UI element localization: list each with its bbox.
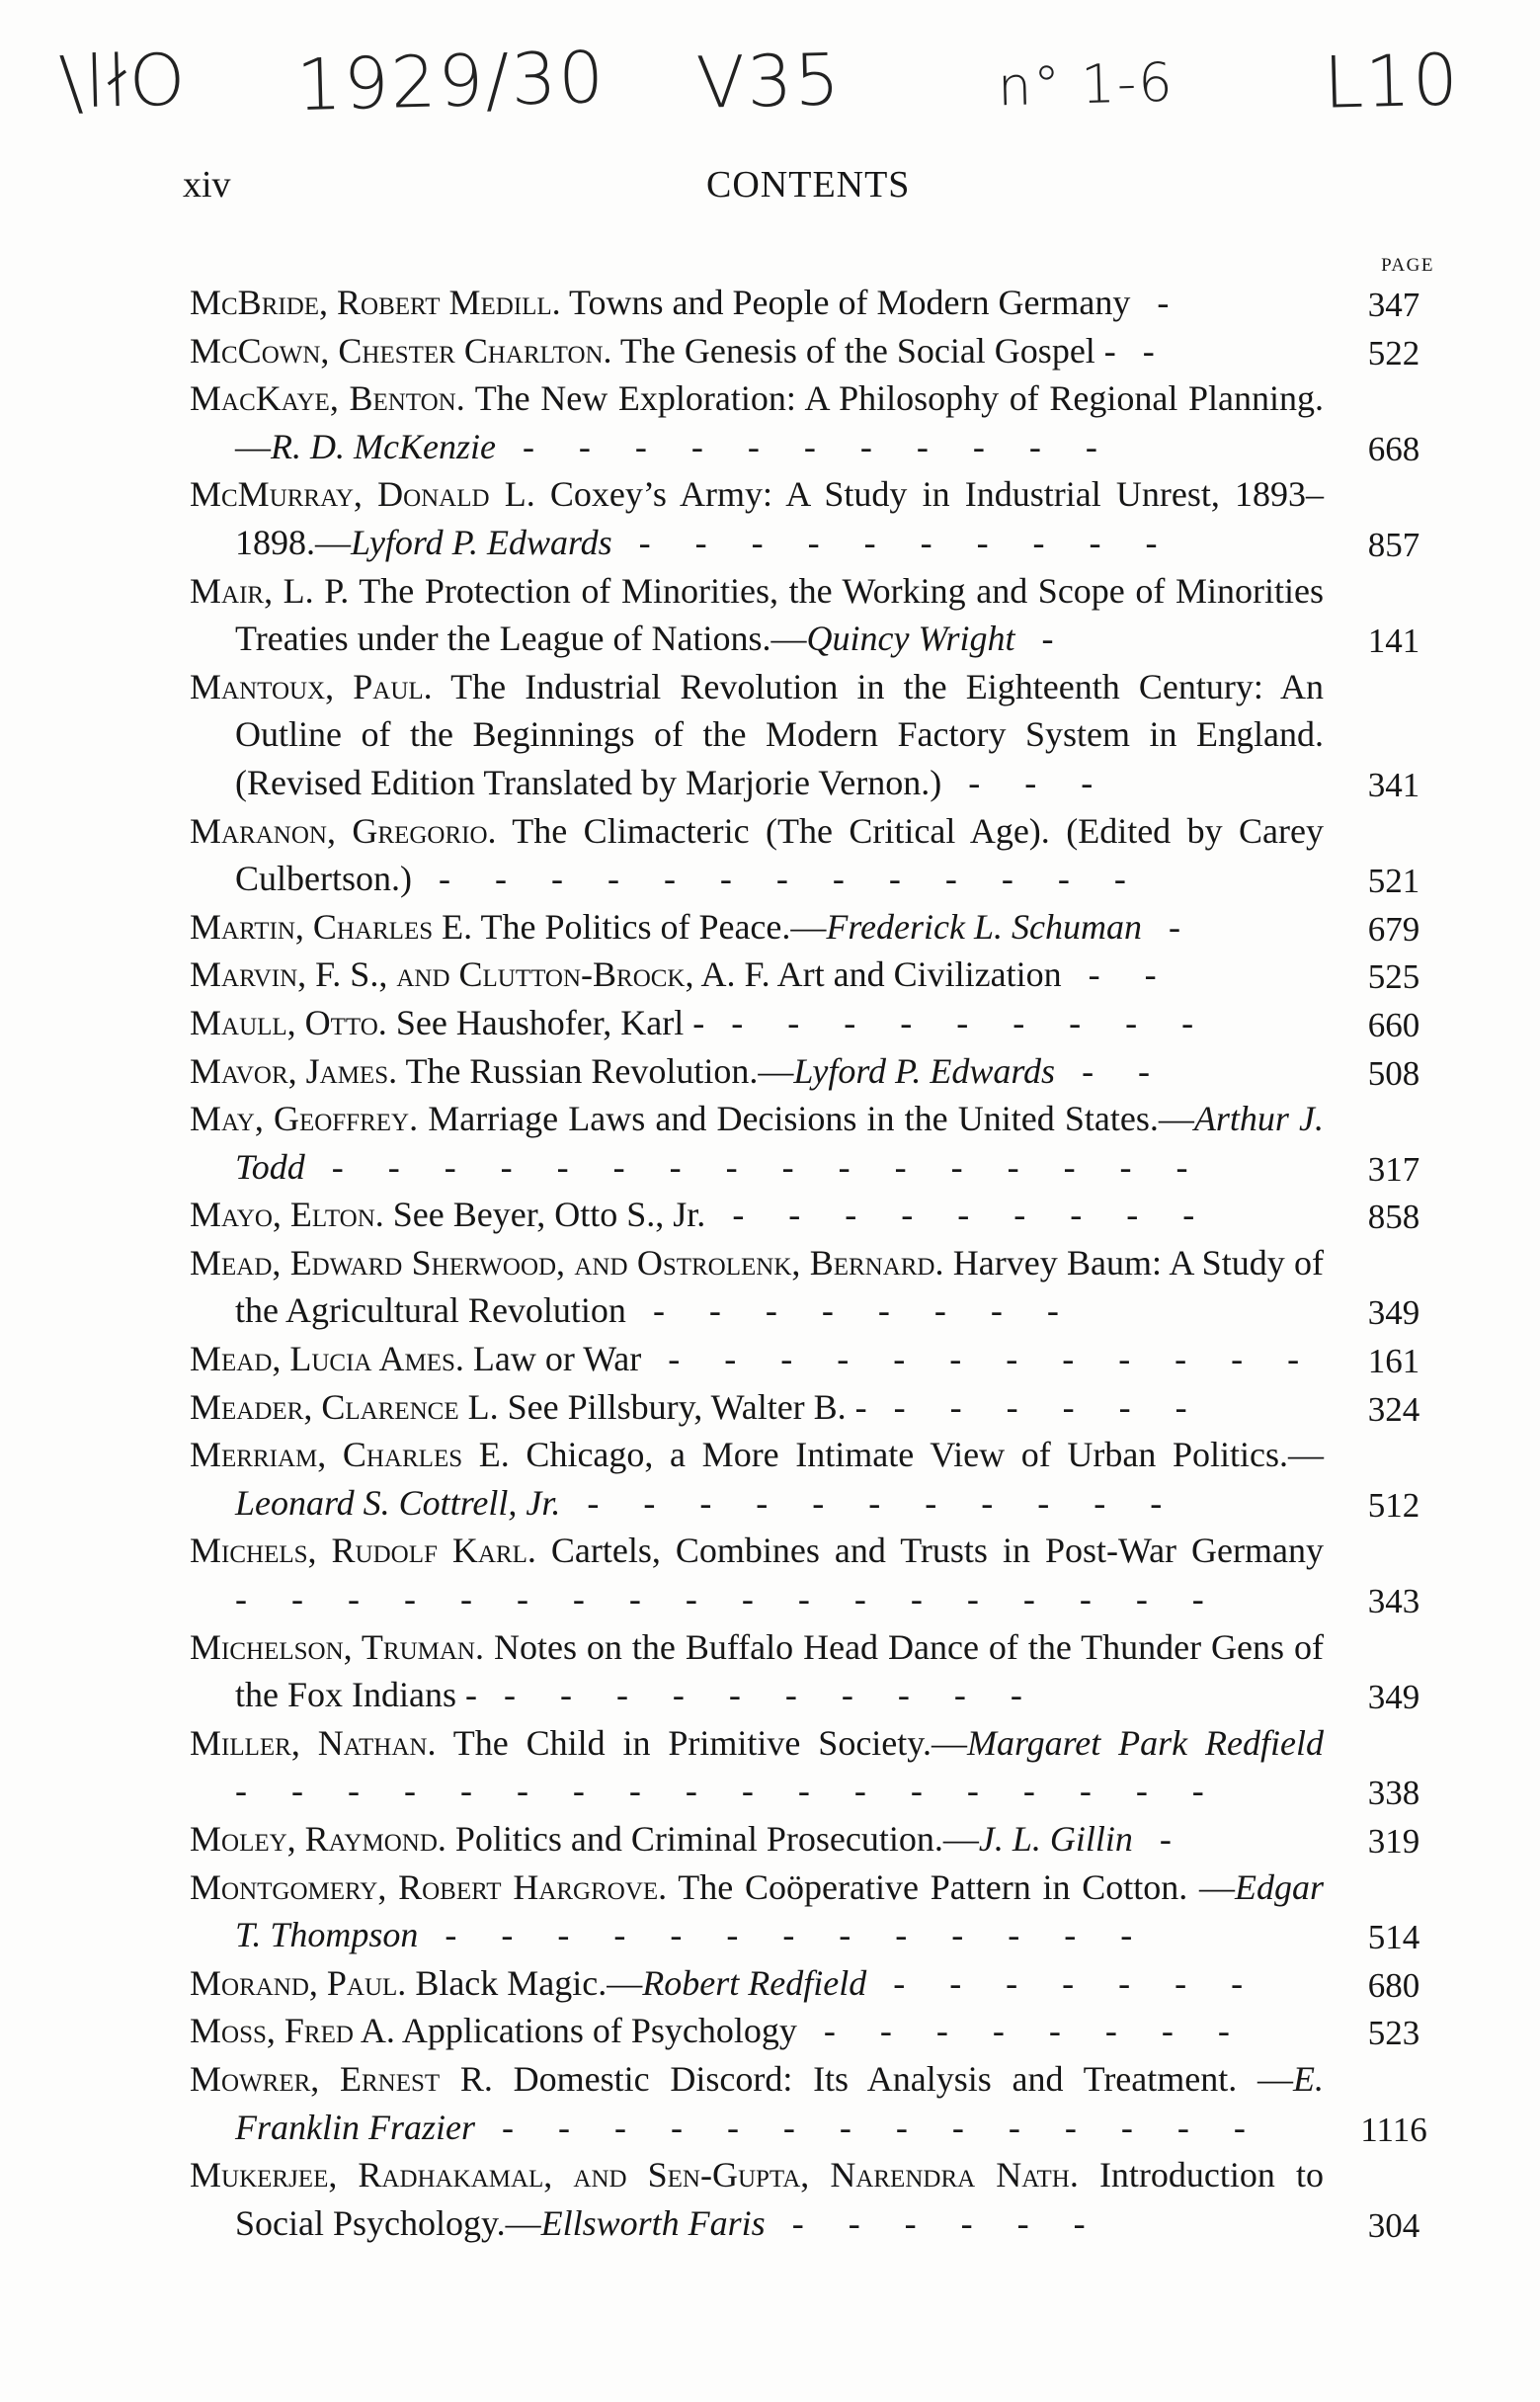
entry-page-number: 514	[1367, 1918, 1420, 1957]
entry-title: The Climacteric (The Critical Age). (Edited by Carey Culbertson.)	[235, 810, 1325, 899]
entry-title: The Industrial Revolution in the Eighteenth Century: An Outline of the Beginnings of the Modern Factory System in England. (Revised Edition Translated by Marjorie Vernon.)	[235, 666, 1324, 802]
entry-page-number: 660	[1367, 1005, 1420, 1044]
entry-author: McBride, Robert Medill.	[190, 283, 561, 322]
entry-author: Maranon, Gregorio.	[190, 810, 497, 851]
entry-leader: - - - - - - - - - - - - - -	[474, 2107, 1263, 2147]
contents-entry	[190, 1864, 1442, 1959]
entry-author: Moley, Raymond.	[190, 1819, 446, 1859]
entry-author: Michelson, Truman.	[190, 1626, 484, 1667]
entry-author: Mead, Edward Sherwood, and Ostrolenk, Bernard.	[190, 1242, 944, 1283]
entry-reviewer: Leonard S. Cottrell, Jr.	[235, 1482, 561, 1523]
entry-title: Notes on the Buffalo Head Dance of the Thunder Gens of the Fox Indians -	[235, 1626, 1324, 1715]
entry-leader: - - - - - - - - - - - - -	[411, 859, 1144, 899]
entry-text	[190, 663, 1324, 807]
entry-page-number: 161	[1367, 1342, 1420, 1381]
entry-author: Merriam, Charles E.	[190, 1435, 510, 1475]
contents-entry	[190, 2007, 1442, 2055]
entry-author: Mavor, James.	[190, 1050, 398, 1091]
entry-page-number: 680	[1367, 1965, 1420, 2005]
entry-leader: - - - - - - - - -	[705, 1195, 1213, 1235]
entry-title: Domestic Discord: Its Analysis and Treatment. —	[492, 2058, 1293, 2099]
page-column-label: PAGE	[1381, 255, 1434, 276]
entry-title: Black Magic.—	[406, 1962, 643, 2003]
contents-entry	[190, 1431, 1442, 1527]
handwritten-volume: V35	[694, 38, 843, 124]
page-header	[183, 163, 1368, 222]
entry-leader: - - - - - - - - - - - - - - - - - -	[235, 1771, 1222, 1811]
contents-entry	[190, 2055, 1442, 2151]
entry-text	[190, 1527, 1324, 1622]
page-number: xiv	[183, 164, 231, 206]
entry-author: Mukerjee, Radhakamal, and Sen-Gupta, Narendra Nath.	[190, 2155, 1079, 2195]
entry-reviewer: Ellsworth Faris	[540, 2202, 766, 2243]
entry-leader: - - - - - - - - -	[704, 1002, 1212, 1042]
entry-page-number: 522	[1367, 333, 1420, 373]
entry-author: MacKaye, Benton.	[190, 378, 465, 419]
entry-page-number: 668	[1367, 429, 1420, 468]
entry-author: Marvin, F. S., and Clutton-Brock, A. F.	[190, 954, 770, 995]
entry-author: Mair, L. P.	[190, 570, 350, 611]
contents-entry	[190, 279, 1442, 327]
entry-author: Mantoux, Paul.	[190, 666, 433, 706]
entry-leader: - - - - - -	[866, 1386, 1205, 1427]
entry-page-number: 338	[1367, 1774, 1420, 1813]
entry-text	[190, 1239, 1324, 1335]
entry-leader: - - - - - - - - - - -	[560, 1482, 1180, 1523]
entry-leader: - - - - - - - - - -	[476, 1675, 1040, 1715]
entry-reviewer: Lyford P. Edwards	[793, 1050, 1056, 1091]
entry-reviewer: Robert Redfield	[642, 1962, 867, 2003]
entry-leader: - -	[1061, 954, 1175, 995]
entry-page-number: 858	[1367, 1198, 1420, 1237]
entry-reviewer: J. L. Gillin	[978, 1819, 1133, 1859]
contents-entry	[190, 470, 1442, 566]
entry-author: Miller, Nathan.	[190, 1722, 437, 1763]
entry-leader: -	[1141, 906, 1198, 947]
entry-title: Coxey’s Army: A Study in Industrial Unrest, 1893–1898.—	[235, 474, 1324, 562]
entry-leader: - - - - - - - -	[625, 1290, 1077, 1331]
entry-page-number: 347	[1367, 286, 1420, 324]
entry-author: Moss, Fred A.	[190, 2011, 395, 2051]
entry-text	[190, 374, 1324, 470]
entry-author: Meader, Clarence L.	[190, 1386, 499, 1427]
entry-page-number: 341	[1367, 765, 1420, 804]
entry-title: Applications of Psychology	[394, 2011, 797, 2051]
entry-reviewer: Edgar T. Thompson	[235, 1866, 1324, 1955]
contents-entry	[190, 807, 1442, 903]
entry-page-number: 324	[1367, 1389, 1420, 1429]
entry-title: Introduction to Social Psychology.—	[235, 2155, 1324, 2243]
entry-title: See Haushofer, Karl -	[386, 1002, 705, 1042]
contents-entry	[190, 567, 1442, 663]
entry-title: Marriage Laws and Decisions in the United States.—	[418, 1099, 1194, 1139]
entry-reviewer: Lyford P. Edwards	[351, 522, 612, 562]
entry-title: The Politics of Peace.—	[472, 906, 827, 947]
entry-author: Michels, Rudolf Karl.	[190, 1531, 536, 1571]
entry-title: Cartels, Combines and Trusts in Post-War Germany	[535, 1531, 1324, 1571]
contents-entry	[190, 903, 1442, 952]
contents-entry	[190, 999, 1442, 1047]
entry-page-number: 857	[1367, 525, 1420, 564]
entry-author: Martin, Charles E.	[190, 906, 473, 947]
contents-entry	[190, 663, 1442, 807]
entry-title: The New Exploration: A Philosophy of Regional Planning.—	[235, 378, 1324, 466]
entry-text	[190, 1959, 1324, 2008]
entry-text	[190, 1623, 1324, 1719]
entry-text	[190, 1383, 1324, 1432]
contents-entry	[190, 1719, 1442, 1815]
entry-text	[190, 279, 1324, 327]
entry-text	[190, 1815, 1324, 1864]
entry-title: Law or War	[463, 1339, 642, 1379]
entry-leader: -	[1132, 1819, 1189, 1859]
entry-leader: - - - - - - - - - - - - - - - -	[304, 1146, 1206, 1187]
entry-leader: - - -	[941, 762, 1111, 802]
entry-leader: -	[1014, 619, 1072, 659]
entry-leader: - - - - - -	[765, 2202, 1103, 2243]
entry-author: McMurray, Donald L.	[190, 474, 535, 515]
entry-text	[190, 2007, 1324, 2055]
handwritten-numbers: n° 1-6	[997, 50, 1175, 119]
contents-entry	[190, 1239, 1442, 1335]
entry-title: The Coöperative Pattern in Cotton. —	[667, 1866, 1235, 1907]
contents-entry	[190, 374, 1442, 470]
entry-author: May, Geoffrey.	[190, 1099, 419, 1139]
entry-page-number: 349	[1367, 1678, 1420, 1717]
entry-title: The Russian Revolution.—	[397, 1050, 794, 1091]
contents-entry	[190, 1383, 1442, 1432]
handwritten-shelfmark: \lłO	[57, 38, 189, 124]
entry-leader: - -	[1055, 1050, 1169, 1091]
entry-reviewer: E. Franklin Frazier	[235, 2058, 1324, 2147]
entry-reviewer: Quincy Wright	[806, 619, 1015, 659]
entry-text	[190, 999, 1324, 1047]
contents-entry	[190, 1815, 1442, 1864]
entry-reviewer: Frederick L. Schuman	[826, 906, 1142, 947]
entry-title: Towns and People of Modern Germany	[560, 283, 1131, 322]
page-title: CONTENTS	[706, 164, 911, 206]
entry-page-number: 679	[1367, 909, 1420, 949]
entry-page-number: 304	[1367, 2205, 1420, 2245]
entry-page-number: 141	[1367, 621, 1420, 661]
entry-text	[190, 951, 1324, 999]
entry-reviewer: Arthur J. Todd	[235, 1099, 1324, 1187]
entry-text	[190, 1719, 1325, 1815]
entry-page-number: 1116	[1360, 2110, 1427, 2149]
entry-title: Politics and Criminal Prosecution.—	[446, 1819, 979, 1859]
entry-title: The Genesis of the Social Gospel -	[611, 330, 1116, 371]
entry-author: Montgomery, Robert Hargrove.	[190, 1866, 668, 1907]
entry-leader: - - - - - - - - - - - - -	[418, 1915, 1151, 1955]
entry-leader: - - - - - - - - - - - -	[641, 1339, 1318, 1379]
entry-leader: -	[1115, 330, 1173, 371]
entry-author: Mayo, Elton.	[190, 1195, 384, 1235]
entry-title: The Child in Primitive Society.—	[436, 1722, 967, 1763]
entry-text	[190, 470, 1324, 566]
contents-entry	[190, 1527, 1442, 1622]
entry-page-number: 317	[1367, 1149, 1420, 1189]
contents-entry	[190, 1047, 1442, 1096]
entry-leader: - - - - - - - - - -	[611, 522, 1175, 562]
entry-page-number: 319	[1367, 1822, 1420, 1861]
entry-leader: - - - - - - - - - - - - - - - - - -	[235, 1579, 1222, 1619]
entry-text	[190, 1095, 1324, 1191]
entry-text	[190, 903, 1324, 952]
contents-entry	[190, 951, 1442, 999]
entry-page-number: 521	[1367, 862, 1420, 901]
contents-list	[190, 279, 1442, 2247]
contents-entry	[190, 1623, 1442, 1719]
entry-text	[190, 1864, 1324, 1959]
contents-entry	[190, 2151, 1442, 2247]
contents-entry	[190, 1959, 1442, 2008]
entry-text	[190, 327, 1324, 375]
entry-page-number: 343	[1367, 1582, 1420, 1621]
entry-text	[190, 1047, 1324, 1096]
entry-author: Mowrer, Ernest R.	[190, 2058, 493, 2099]
contents-entry	[190, 1335, 1442, 1383]
entry-page-number: 508	[1367, 1053, 1420, 1093]
entry-leader: - - - - - - - - - - -	[495, 426, 1115, 466]
entry-title: See Pillsbury, Walter B. -	[498, 1386, 867, 1427]
entry-leader: - - - - - - - -	[796, 2011, 1248, 2051]
entry-text	[190, 1431, 1324, 1527]
entry-text	[190, 567, 1324, 663]
entry-title: Art and Civilization	[770, 954, 1062, 995]
entry-page-number: 512	[1367, 1485, 1420, 1525]
entry-text	[190, 1335, 1324, 1383]
entry-title: Chicago, a More Intimate View of Urban Politics.—	[509, 1435, 1324, 1475]
entry-text	[190, 2055, 1324, 2151]
contents-entry	[190, 1191, 1442, 1239]
handwritten-annotation	[40, 35, 1501, 148]
entry-reviewer: R. D. McKenzie	[271, 426, 496, 466]
contents-entry	[190, 1095, 1442, 1191]
entry-reviewer: Margaret Park Redfield	[966, 1722, 1325, 1763]
entry-author: Morand, Paul.	[190, 1962, 407, 2003]
entry-author: Maull, Otto.	[190, 1002, 387, 1042]
entry-title: See Beyer, Otto S., Jr.	[383, 1195, 706, 1235]
handwritten-code: L10	[1322, 38, 1461, 124]
entry-text	[190, 1191, 1324, 1239]
entry-leader: -	[1130, 283, 1187, 322]
entry-page-number: 523	[1367, 2014, 1420, 2053]
entry-title: Harvey Baum: A Study of the Agricultural Revolution	[235, 1242, 1324, 1331]
entry-text	[190, 2151, 1324, 2247]
contents-entry	[190, 327, 1442, 375]
handwritten-years: 1929/30	[294, 35, 608, 127]
entry-page-number: 349	[1367, 1293, 1420, 1333]
entry-title: The Protection of Minorities, the Working and Scope of Minorities Treaties under the League of Nations.—	[235, 570, 1324, 659]
entry-leader: - - - - - - -	[866, 1962, 1261, 2003]
entry-text	[190, 807, 1325, 903]
entry-author: Mead, Lucia Ames.	[190, 1339, 464, 1379]
entry-author: McCown, Chester Charlton.	[190, 330, 612, 371]
entry-page-number: 525	[1367, 957, 1420, 997]
